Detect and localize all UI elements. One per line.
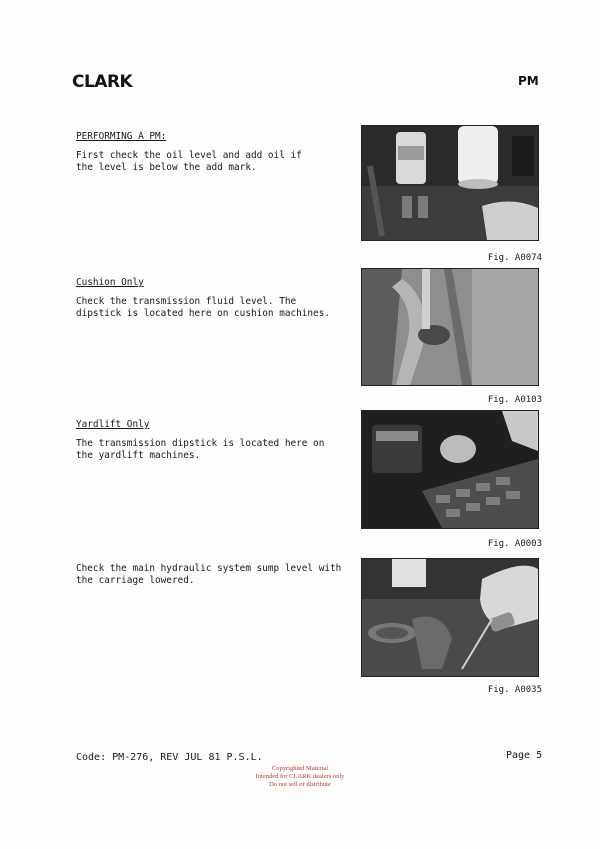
section-heading: Yardlift Only [76, 419, 150, 430]
figure-caption: Fig. A0035 [487, 685, 542, 695]
section-heading: PERFORMING A PM: [76, 131, 167, 142]
section-code: PM [518, 74, 539, 88]
figure-caption: Fig. A0074 [487, 253, 542, 263]
section-text: First check the oil level and add oil if the level is below the add mark. [76, 150, 302, 173]
section-performing-pm [76, 131, 346, 174]
section-text: Check the transmission fluid level. The dipstick is located here on cushion machines. [76, 296, 330, 319]
clark-logo [72, 72, 132, 92]
section-heading: Cushion Only [76, 277, 144, 288]
copyright-line: Copyrighted Material [271, 765, 329, 772]
section-hydraulic-sump [76, 563, 346, 587]
figure-caption: Fig. A0103 [487, 395, 542, 405]
page-number: Page 5 [506, 750, 543, 761]
yardlift-dipstick-photo [361, 410, 539, 529]
figure-caption: Fig. A0003 [487, 539, 542, 549]
section-cushion-only [76, 277, 346, 320]
hydraulic-sump-photo [361, 558, 539, 677]
copyright-line: Intended for CLARK dealers only [255, 773, 345, 780]
section-text: The transmission dipstick is located here on the yardlift machines. [76, 438, 325, 461]
engine-oil-photo [361, 125, 539, 241]
copyright-notice [220, 765, 380, 789]
cushion-dipstick-photo [361, 268, 539, 386]
section-text: Check the main hydraulic system sump level with the carriage lowered. [76, 563, 342, 586]
document-code: Code: PM-276, REV JUL 81 P.S.L. [76, 752, 263, 763]
section-yardlift-only [76, 419, 346, 462]
brand-name: CLARK [72, 72, 133, 92]
copyright-line: Do not sell or distribute [269, 781, 331, 788]
